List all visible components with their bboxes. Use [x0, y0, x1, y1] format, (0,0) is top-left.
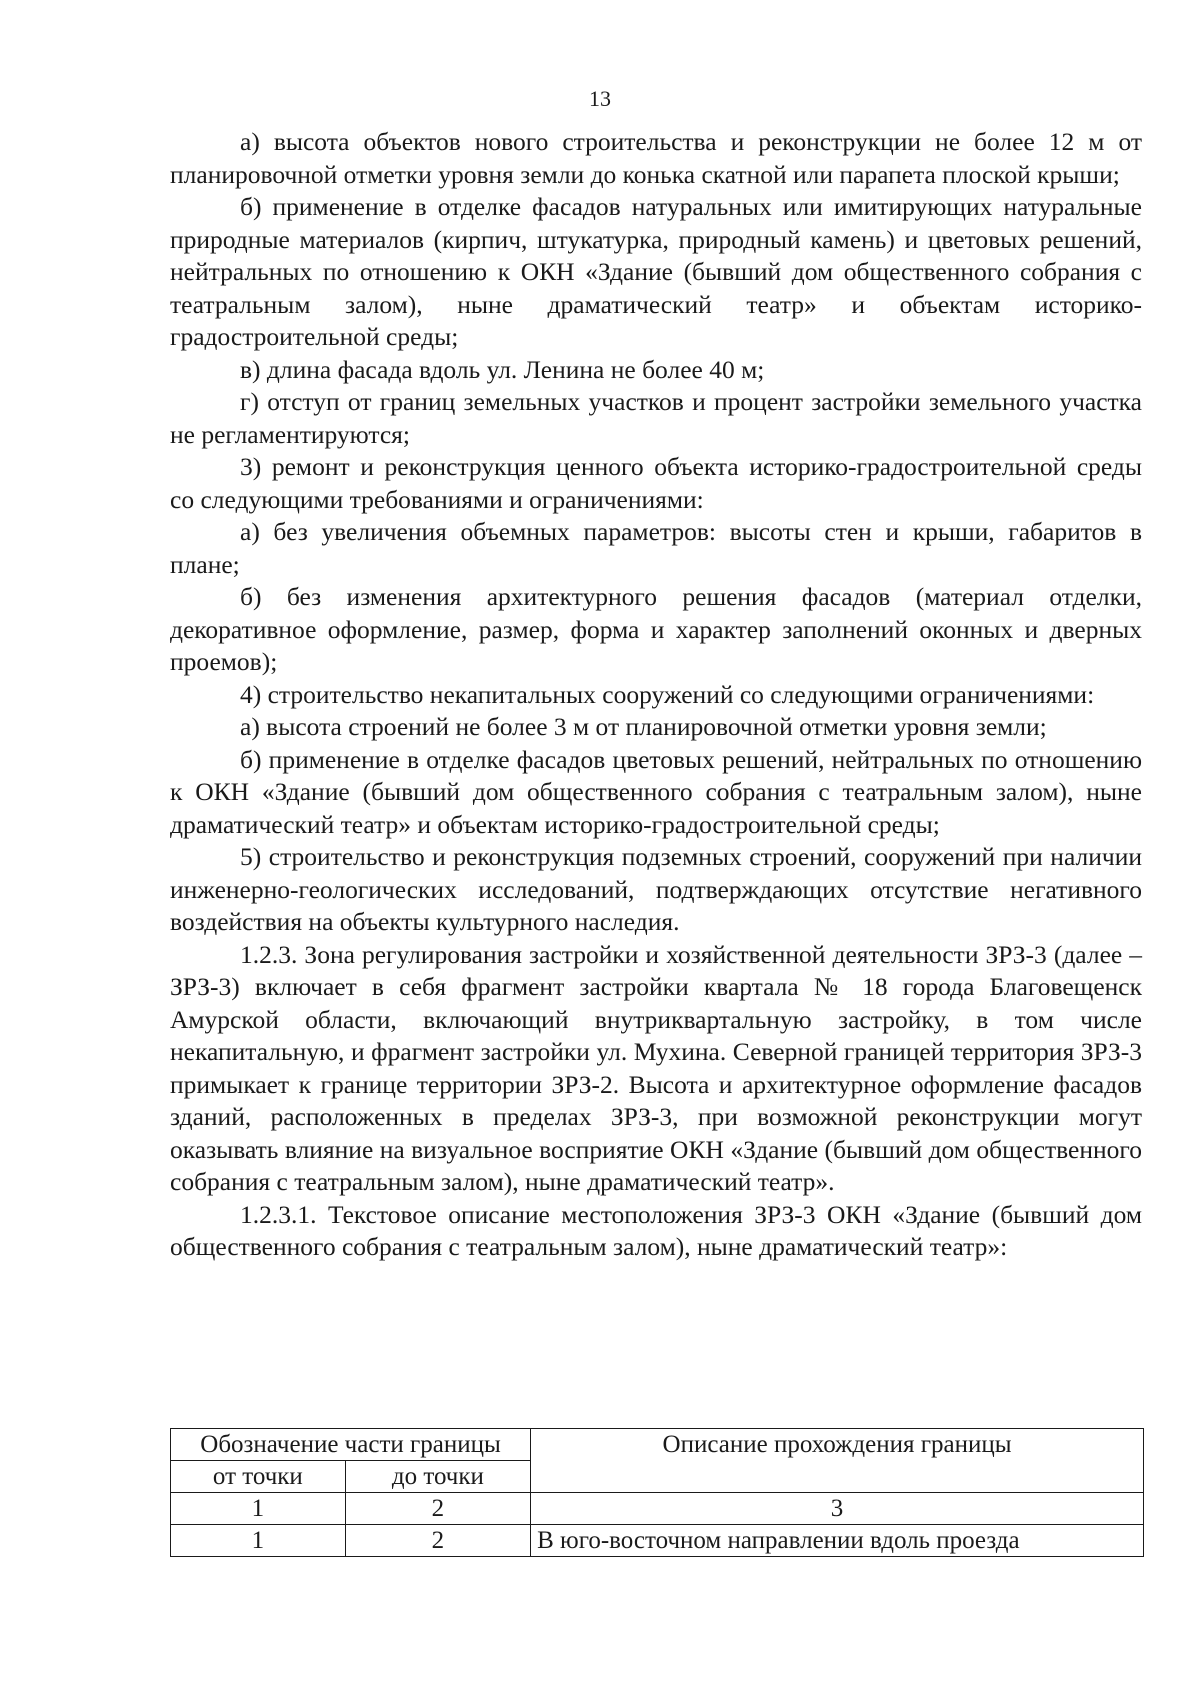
table-number-cell: 1 — [171, 1493, 346, 1525]
table-header-row — [171, 1429, 1144, 1461]
boundary-table — [170, 1428, 1144, 1557]
paragraph-3b-architecture: б) без изменения архитектурного решения фасадов (материал отделки, декоративное оформление, размер, форма и характер заполнений оконных и дверных проемов); — [170, 582, 1142, 676]
paragraph-1d-setback: г) отступ от границ земельных участков и процент застройки земельного участка не регламентируются; — [170, 387, 1142, 449]
document-body — [170, 126, 1142, 1264]
table-header-description: Описание прохождения границы — [531, 1429, 1144, 1493]
table-number-cell: 3 — [531, 1493, 1144, 1525]
paragraph-1-2-3-zone: 1.2.3. Зона регулирования застройки и хозяйственной деятельности ЗРЗ-3 (далее – ЗРЗ-3) включает в себя фрагмент застройки квартала № 18 города Благовещенск Амурской области, включающий внутриквартальную застройку, в том числе некапитальную, и фрагмент застройки ул. Мухина. Северной границей территория ЗРЗ-3 примыкает к границе территории ЗРЗ-2. Высота и архитектурное оформление фасадов зданий, расположенных в пределах ЗРЗ-3, при возможной реконструкции могут оказывать влияние на визуальное восприятие ОКН «Здание (бывший дом общественного собрания с театральным залом), ныне драматический театр». — [170, 939, 1142, 1196]
table-header-to: до точки — [345, 1461, 530, 1493]
paragraph-5-underground: 5) строительство и реконструкция подземных строений, сооружений при наличии инженерно-геологических исследований, подтверждающих отсутствие негативного воздействия на объекты культурного наследия. — [170, 842, 1142, 936]
table-numbering-row — [171, 1493, 1144, 1525]
table-header-from: от точки — [171, 1461, 346, 1493]
paragraph-1c-facade-length: в) длина фасада вдоль ул. Ленина не более 40 м; — [240, 354, 765, 384]
paragraph-1a-height: а) высота объектов нового строительства и реконструкции не более 12 м от планировочной отметки уровня земли до конька скатной или парапета плоской крыши; — [170, 127, 1142, 189]
paragraph-3a-volume: а) без увеличения объемных параметров: высоты стен и крыши, габаритов в плане; — [170, 517, 1142, 579]
page-number: 13 — [589, 86, 611, 111]
paragraph-4b-colors: б) применение в отделке фасадов цветовых решений, нейтральных по отношению к ОКН «Здание (бывший дом общественного собрания с театральным залом), ныне драматический театр» и объектам историко-градостроительной среды; — [170, 744, 1142, 839]
table-header-group: Обозначение части границы — [171, 1429, 531, 1461]
table-number-cell: 2 — [345, 1493, 530, 1525]
table-cell-from: 1 — [171, 1525, 346, 1557]
paragraph-1b-facade-materials: б) применение в отделке фасадов натуральных или имитирующих натуральные природные материалов (кирпич, штукатурка, природный камень) и цветовых решений, нейтральных по отношению к ОКН «Здание (бывший дом общественного собрания с театральным залом), ныне драматический театр» и объектам историко-градостроительной среды; — [170, 192, 1142, 351]
paragraph-4a-height: а) высота строений не более 3 м от планировочной отметки уровня земли; — [240, 712, 1047, 741]
paragraph-1-2-3-1-description: 1.2.3.1. Текстовое описание местоположения ЗРЗ-3 ОКН «Здание (бывший дом общественного собрания с театральным залом), ныне драматический театр»: — [170, 1199, 1142, 1261]
paragraph-4-noncapital: 4) строительство некапитальных сооружений со следующими ограничениями: — [240, 679, 1095, 709]
table-cell-to: 2 — [345, 1525, 530, 1557]
paragraph-3-repair: 3) ремонт и реконструкция ценного объекта историко-градостроительной среды со следующими требованиями и ограничениями: — [170, 452, 1142, 514]
table-cell-description: В юго-восточном направлении вдоль проезда — [531, 1525, 1144, 1557]
table-row — [171, 1525, 1144, 1557]
